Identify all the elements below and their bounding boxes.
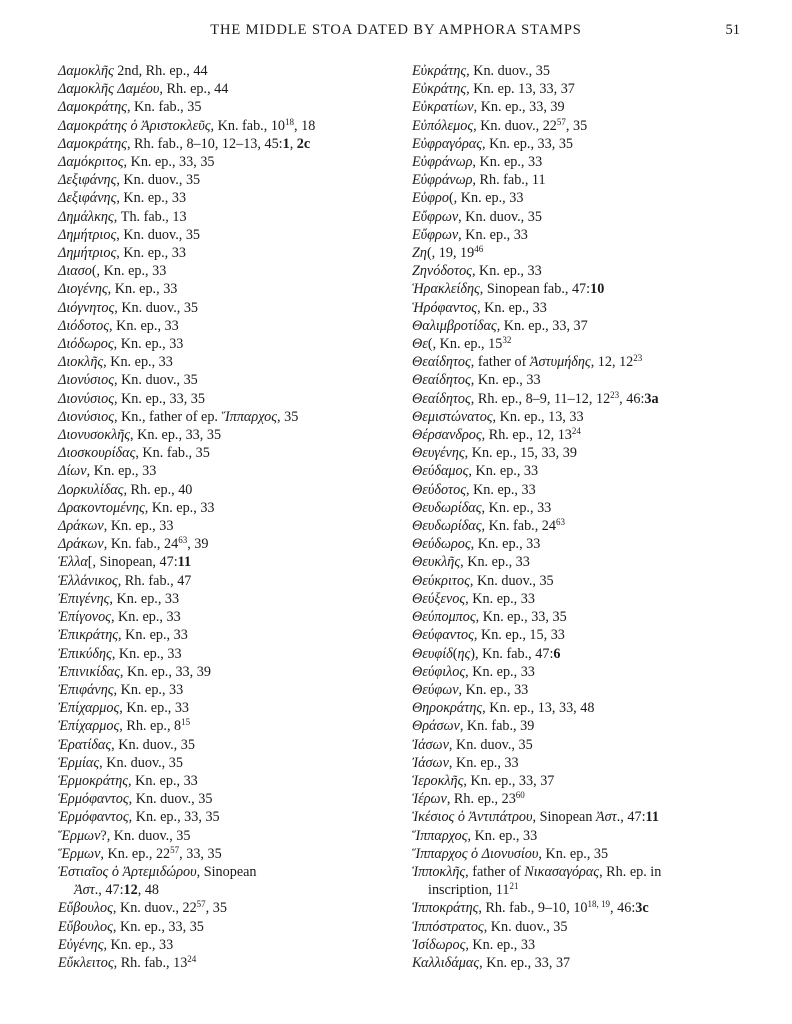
page-header [0,22,792,44]
index-entry: Θεύξενος, Kn. ep., 33 [412,590,535,607]
index-entry: Εὐπόλεμος, Kn. duov., $22^{57}$, 35 [412,116,588,134]
index-entry: Θεαίδητος, Rh. ep., 8–9, 11–12, $12^{23}$, 46:3a [412,389,659,407]
index-entry: Εὐκράτης, Kn. ep. 13, 33, 37 [412,81,575,98]
index-entry: Ἵππαρχος, Kn. ep., 33 [412,827,538,844]
index-entry: Διογένης, Kn. ep., 33 [58,281,178,298]
index-entry: Θηροκράτης, Kn. ep., 13, 33, 48 [412,700,595,717]
index-entry: Εὔκλειτος, Rh. fab., $13^{24}$ [58,953,197,971]
footnote-ref: 46 [474,244,484,255]
index-entry: Δημήτριος, Kn. duov., 35 [58,226,201,243]
footnote-ref: 32 [502,335,512,346]
index-entry: Δορκυλίδας, Rh. ep., 40 [58,481,193,498]
index-entry: Δεξιφάνης, Kn. ep., 33 [58,190,187,207]
footnote-ref: 57 [196,899,206,910]
index-entry: Ἰσίδωρος, Kn. ep., 33 [412,936,536,953]
index-entry: Θεύδαμος, Kn. ep., 33 [412,463,539,480]
index-entry: Δαμοκράτης ὁ Ἀριστοκλεῦς, Kn. fab., $10^{18}$, 18 [58,116,316,134]
index-entry: Εὔφρων, Kn. duov., 35 [412,208,542,225]
footnote-ref: 18, 19 [587,899,611,910]
index-entry: Θεαίδητος, father of Ἀστυμήδης, 12, $12^{23}$ [412,353,643,371]
index-entry: Καλλιδάμας, Kn. ep., 33, 37 [412,954,571,971]
index-column-right [412,62,752,972]
index-entry: Θεύδοτος, Kn. ep., 33 [412,481,536,498]
footnote-ref: 23 [633,353,643,364]
footnote-ref: 23 [610,389,620,400]
footnote-ref: 18 [285,116,295,127]
index-entry: Θε(, Kn. ep., $15^{32}$ [412,335,512,353]
index-entry: Θέρσανδρος, Rh. ep., 12, $13^{24}$ [412,426,581,444]
plate-ref: 6 [553,645,561,662]
footnote-ref: 15 [181,717,191,728]
plate-ref: 10 [590,281,605,298]
footnote-ref: 63 [556,517,565,528]
index-entry: Εὐφράνωρ, Rh. fab., 11 [412,172,546,189]
index-entry: Θεύφιλος, Kn. ep., 33 [412,663,535,680]
running-title: THE MIDDLE STOA DATED BY AMPHORA STAMPS [210,22,582,38]
index-entry: Θεμιστώνατος, Kn. ep., 13, 33 [412,408,584,425]
index-entry: Ἀστ., 47:12, 48 [74,882,159,899]
index-entry: Ἐπιγένης, Kn. ep., 33 [58,590,180,607]
index-entry: Δαμοκράτης, Kn. fab., 35 [58,99,202,116]
footnote-ref: 24 [187,953,197,964]
index-entry: Θευγένης, Kn. ep., 15, 33, 39 [412,445,577,462]
index-entry: Θεύδωρος, Kn. ep., 33 [412,536,541,553]
index-entry: Διονύσιος, Kn., father of ep. Ἵππαρχος, 35 [58,408,299,425]
footnote-ref: 24 [571,426,581,437]
plate-ref: 12 [123,882,138,899]
index-entry: Δημάλκης, Th. fab., 13 [58,208,187,225]
index-entry: Εὐφράνωρ, Kn. ep., 33 [412,154,543,171]
index-entry: Διονύσιος, Kn. duov., 35 [58,372,198,389]
index-entry: Διασο(, Kn. ep., 33 [58,263,167,280]
index-entry: Δρακοντομένης, Kn. ep., 33 [58,499,215,516]
index-entry: Δράκων, Kn. ep., 33 [58,518,174,535]
index-entry: Ἐπινικίδας, Kn. ep., 33, 39 [58,663,211,680]
index-entry: Ἑρμόφαντος, Kn. ep., 33, 35 [58,809,220,826]
index-entry: Θράσων, Kn. fab., 39 [412,718,535,735]
index-entry: Θευδωρίδας, Kn. fab., $24^{63}$ [412,517,565,535]
index-entry: Δαμόκριτος, Kn. ep., 33, 35 [58,154,215,171]
index-entry: Διονυσοκλῆς, Kn. ep., 33, 35 [58,427,222,444]
index-entry: Δαμοκλῆς 2nd, Rh. ep., 44 [58,63,208,79]
index-entry: Ἐπικύδης, Kn. ep., 33 [58,645,182,662]
index-entry: Ἱππόστρατος, Kn. duov., 35 [412,918,568,935]
plate-ref: 11 [645,809,659,826]
index-entry: Δράκων, Kn. fab., $24^{63}$, 39 [58,535,209,553]
index-entry: Εὔφρων, Kn. ep., 33 [412,226,528,243]
index-entry: Ἑρμίας, Kn. duov., 35 [58,754,183,771]
index-entry: Δαμοκράτης, Rh. fab., 8–10, 12–13, 45:1, 2c [58,135,311,152]
index-entry: Ἕρμων, Kn. ep., $22^{57}$, 33, 35 [58,844,222,862]
plate-ref: 2c [296,135,311,152]
index-entry: Θευφίδ(ης), Kn. fab., 47:6 [412,645,561,662]
index-entry: Ἡρόφαντος, Kn. ep., 33 [412,299,547,316]
plate-ref: 11 [177,554,192,571]
index-entry: Ἱπποκλῆς, father of Νικασαγόρας, Rh. ep. in [412,863,662,880]
index-entry: Ἑρμοκράτης, Kn. ep., 33 [58,772,198,789]
index-entry: Θευδωρίδας, Kn. ep., 33 [412,499,552,516]
index-entry: Ἱκέσιος ὁ Ἀντιπάτρου, Sinopean Ἀστ., 47:11 [412,809,659,826]
footnote-ref: 63 [178,535,188,546]
index-entry: Δημήτριος, Kn. ep., 33 [58,245,186,262]
index-entry: Θεύφαντος, Kn. ep., 15, 33 [412,627,565,644]
index-entry: Ἐπικράτης, Kn. ep., 33 [58,627,188,644]
footnote-ref: 57 [556,116,566,127]
index-entry: Διόγνητος, Kn. duov., 35 [58,299,199,316]
index-entry: Ἕρμων?, Kn. duov., 35 [58,827,191,844]
index-entry: Ἡρακλείδης, Sinopean fab., 47:10 [412,281,605,298]
index-entry: Θεύκριτος, Kn. duov., 35 [412,572,554,589]
index-entry: Διόδωρος, Kn. ep., 33 [58,336,184,353]
index-entry: Ζηνόδοτος, Kn. ep., 33 [412,263,542,280]
page-number: 51 [725,22,740,38]
index-entry: Διοκλῆς, Kn. ep., 33 [58,354,173,371]
index-entry: Ἵππαρχος ὁ Διονυσίου, Kn. ep., 35 [412,845,609,862]
index-entry: Ἱπποκράτης, Rh. fab., 9–10, 10$^{18, 19}$, 46:3c [412,899,649,917]
index-entry: Θεαίδητος, Kn. ep., 33 [412,372,541,389]
index-entry: Ἱέρων, Rh. ep., $23^{60}$ [412,790,525,808]
index-column-left [58,62,398,972]
plate-ref: 3c [635,900,649,917]
footnote-ref: 57 [170,844,180,855]
index-entry: Ἐπίγονος, Kn. ep., 33 [58,609,181,626]
index-entry: Δαμοκλῆς Δαμέου, Rh. ep., 44 [58,81,229,98]
index-entry: Θεύπομπος, Kn. ep., 33, 35 [412,609,567,626]
index-entry: Ἐπίχαρμος, Rh. ep., $8^{15}$ [58,717,191,735]
footnote-ref: 60 [515,790,525,801]
index-entry: inscription, $11^{21}$ [428,881,519,899]
index-entry: Ἰάσων, Kn. duov., 35 [412,736,533,753]
index-entry: Δίων, Kn. ep., 33 [58,463,157,480]
index-entry: Ζη(, 19, $19^{46}$ [412,244,484,262]
index-entry: Διονύσιος, Kn. ep., 33, 35 [58,390,205,407]
index-entry: Διόδοτος, Kn. ep., 33 [58,317,179,334]
index-entry: Ἑρμόφαντος, Kn. duov., 35 [58,791,213,808]
index-entry: Εὔβουλος, Kn. duov., $22^{57}$, 35 [58,899,227,917]
index-entry: Διοσκουρίδας, Kn. fab., 35 [58,445,210,462]
index-entry: Εὐφρο(, Kn. ep., 33 [412,190,524,207]
index-entry: Εὔβουλος, Kn. ep., 33, 35 [58,918,204,935]
index-entry: Θαλιμβροτίδας, Kn. ep., 33, 37 [412,317,588,334]
index-entry: Θευκλῆς, Kn. ep., 33 [412,554,530,571]
index-entry: Ἐπιφάνης, Kn. ep., 33 [58,681,184,698]
index-entry: Ἐρατίδας, Kn. duov., 35 [58,736,195,753]
plate-ref: 3a [644,390,659,407]
index-entry: Θεύφων, Kn. ep., 33 [412,681,529,698]
index-entry: Ἑλλάνικος, Rh. fab., 47 [58,572,192,589]
footnote-ref: 21 [509,881,519,892]
index-entry: Ἱεροκλῆς, Kn. ep., 33, 37 [412,772,555,789]
index-entry: Εὐκρατίων, Kn. ep., 33, 39 [412,99,565,116]
index-entry: Ἑλλα[, Sinopean, 47:11 [58,554,192,571]
index-entry: Ἑστιαῖος ὁ Ἀρτεμιδώρου, Sinopean [58,863,257,880]
index-entry: Ἐπίχαρμος, Kn. ep., 33 [58,700,190,717]
index-entry: Εὐφραγόρας, Kn. ep., 33, 35 [412,135,574,152]
index-entry: Δεξιφάνης, Kn. duov., 35 [58,172,201,189]
plate-ref: 1 [282,135,290,152]
index-entry: Εὐκράτης, Kn. duov., 35 [412,63,550,79]
index-entry: Ἰάσων, Kn. ep., 33 [412,754,519,771]
index-entry: Εὐγένης, Kn. ep., 33 [58,936,174,953]
